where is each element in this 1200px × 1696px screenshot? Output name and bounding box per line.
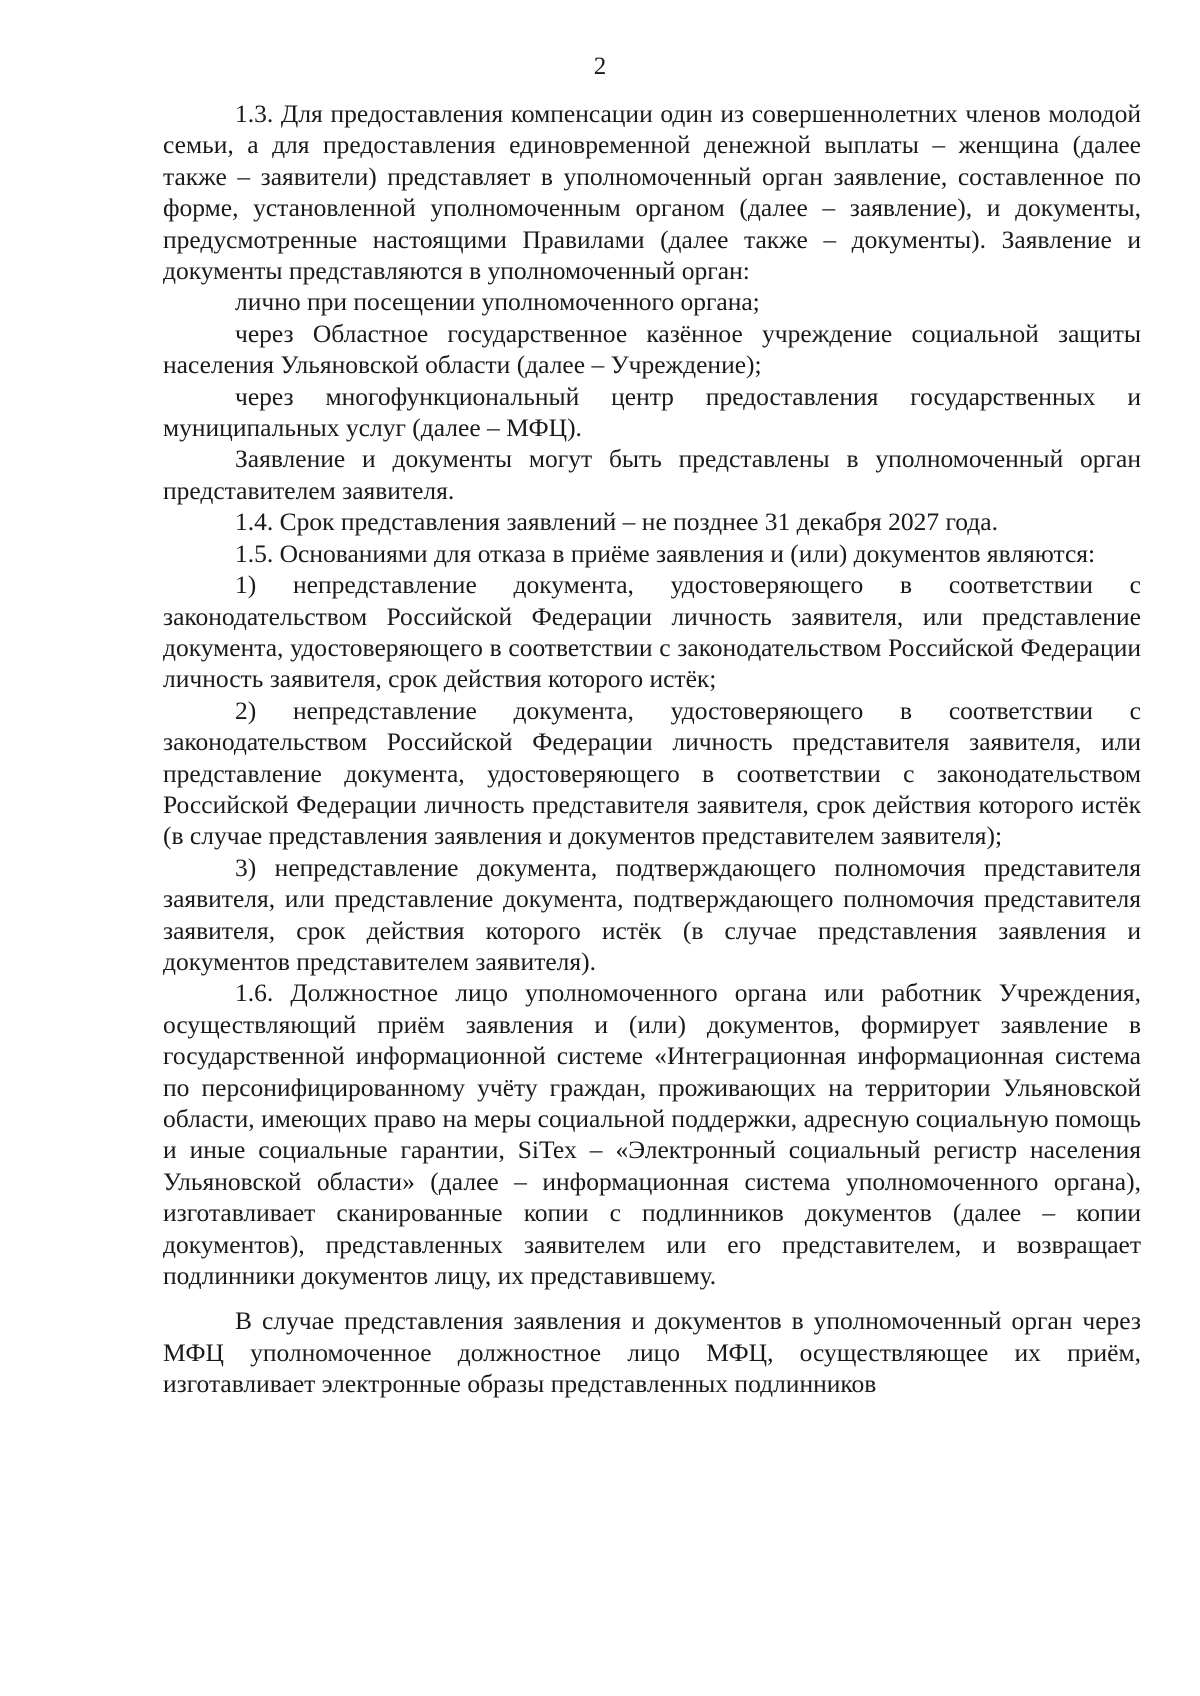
paragraph-mfc-case: В случае представления заявления и документов в уполномоченный орган через МФЦ уполномоченное должностное лицо МФЦ, осуществляющее их приём, изготавливает электронные образы представленных подлинников xyxy=(163,1306,1141,1399)
paragraph-via-institution: через Областное государственное казённое учреждение социальной защиты населения Ульяновской области (далее – Учреждение); xyxy=(163,318,1141,380)
document-body xyxy=(163,98,1141,1400)
page-number: 2 xyxy=(593,53,607,80)
paragraph-via-mfc: через многофункциональный центр предоставления государственных и муниципальных услуг (далее – МФЦ). xyxy=(163,381,1141,443)
paragraph-1-4: 1.4. Срок представления заявлений – не позднее 31 декабря 2027 года. xyxy=(235,507,998,537)
paragraph-representative: Заявление и документы могут быть представлены в уполномоченный орган представителем заявителя. xyxy=(163,444,1141,505)
paragraph-1-6: 1.6. Должностное лицо уполномоченного органа или работник Учреждения, осуществляющий приём заявления и (или) документов, формирует заявление в государственной информационной системе «Интеграционная информационная система по персонифицированному учёту граждан, проживающих на территории Ульяновской области, имеющих право на меры социальной поддержки, адресную социальную помощь и иные социальные гарантии, SiTex – «Электронный социальный регистр населения Ульяновской области» (далее – информационная система уполномоченного органа), изготавливает сканированные копии с подлинников документов (далее – копии документов), представленных заявителем или его представителем, и возвращает подлинники документов лицу, их представившему. xyxy=(163,978,1141,1291)
paragraph-1-3: 1.3. Для предоставления компенсации один из совершеннолетних членов молодой семьи, а для предоставления единовременной денежной выплаты – женщина (далее также – заявители) представляет в уполномоченный орган заявление, составленное по форме, установленной уполномоченным органом (далее – заявление), и документы, предусмотренные настоящими Правилами (далее также – документы). Заявление и документы представляются в уполномоченный орган: xyxy=(163,99,1141,286)
list-item-2: 2) непредставление документа, удостоверяющего в соответствии с законодательством Российской Федерации личность представителя заявителя, или представление документа, удостоверяющего в соответствии с законодательством Российской Федерации личность представителя заявителя, срок действия которого истёк (в случае представления заявления и документов представителем заявителя); xyxy=(163,695,1141,851)
paragraph-in-person: лично при посещении уполномоченного органа; xyxy=(235,287,760,317)
paragraph-1-5: 1.5. Основаниями для отказа в приёме заявления и (или) документов являются: xyxy=(235,538,1096,568)
list-item-3: 3) непредставление документа, подтверждающего полномочия представителя заявителя, или представление документа, подтверждающего полномочия представителя заявителя, срок действия которого истёк (в случае представления заявления и документов представителем заявителя). xyxy=(163,852,1141,976)
list-item-1: 1) непредставление документа, удостоверяющего в соответствии с законодательством Российской Федерации личность заявителя, или представление документа, удостоверяющего в соответствии с законодательством Российской Федерации личность заявителя, срок действия которого истёк; xyxy=(163,570,1141,694)
